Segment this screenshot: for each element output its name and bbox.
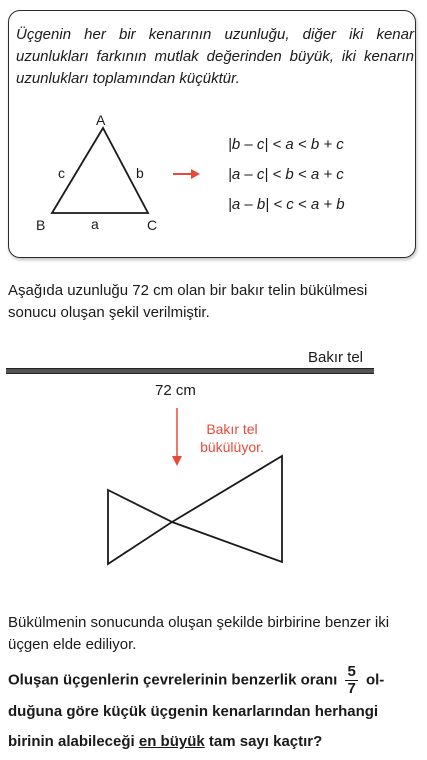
inequality-b: |a – c| < b < a + c: [228, 166, 344, 183]
side-b-label: b: [136, 165, 144, 181]
wire-length-label: 72 cm: [155, 382, 196, 399]
question-part3: duğuna göre küçük üçgenin kenarlarından herhangi: [8, 703, 379, 720]
vertex-a-label: A: [96, 112, 106, 128]
question-text: [8, 664, 422, 757]
bowtie-figure: [100, 450, 290, 570]
ratio-numerator: 5: [347, 663, 356, 680]
question-part4: birinin alabileceği: [8, 733, 135, 750]
inequality-a: |b – c| < a < b + c: [228, 136, 344, 153]
bend-label-line2: bükülüyor.: [200, 439, 264, 455]
side-a-label: a: [91, 216, 99, 232]
bend-label-line1: Bakır tel: [206, 421, 258, 437]
side-c-label: c: [58, 165, 65, 181]
small-triangle: [108, 490, 172, 564]
copper-wire: [6, 368, 374, 374]
vertex-c-label: C: [147, 217, 158, 233]
vertex-b-label: B: [36, 217, 46, 233]
question-part5: tam sayı kaçtır?: [208, 733, 323, 750]
arrow-right-icon: [172, 166, 202, 182]
problem-result: Bükülmenin sonucunda oluşan şekilde birbirine benzer iki üçgen elde ediliyor.: [8, 614, 390, 653]
inequality-c: |a – b| < c < a + b: [228, 196, 345, 213]
ratio-fraction: [345, 664, 357, 697]
large-triangle: [172, 456, 282, 562]
ratio-denominator: 7: [347, 680, 356, 697]
question-part1: Oluşan üçgenlerin çevrelerinin benzerlik oranı: [8, 671, 338, 689]
triangle-shape: [52, 128, 148, 213]
question-part2: ol-: [365, 671, 385, 689]
rule-text: Üçgenin her bir kenarının uzunluğu, diğer iki kenar uzunlukları farkının mutlak değerinden büyük, iki kenarın uzunlukları toplamından küçüktür.: [16, 26, 414, 87]
problem-intro: Aşağıda uzunluğu 72 cm olan bir bakır telin bükülmesi sonucu oluşan şekil verilmiştir.: [8, 282, 368, 321]
wire-label: Bakır tel: [308, 349, 364, 366]
question-emphasis: en büyük: [138, 733, 205, 750]
